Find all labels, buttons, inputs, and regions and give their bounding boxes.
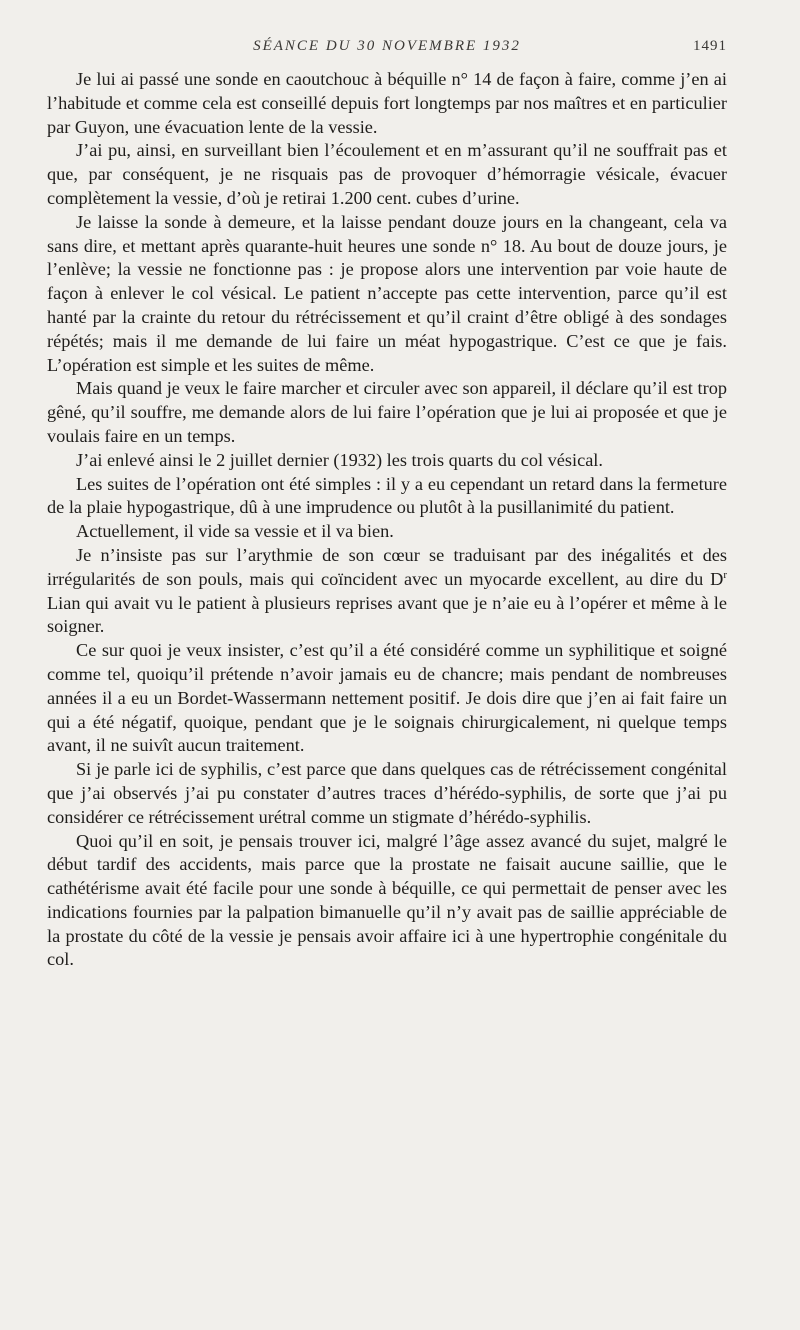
paragraph: Actuellement, il vide sa vessie et il va bien. [76,521,394,542]
doctor-superscript: r [723,568,727,581]
paragraph: Mais quand je veux le faire marcher et circuler avec son appareil, il déclare qu’il est trop gêné, qu’il souffre, me demande alors de lui faire l’opération que je lui ai proposée et que je voulais faire en un temps. [47,378,727,446]
paragraph: J’ai pu, ainsi, en surveillant bien l’écoulement et en m’assurant qu’il ne souffrait pas et que, par conséquent, je ne risquais pas de provoquer d’hémorragie vésicale, évacuer complètement la vessie, d’où je retirai 1.200 cent. cubes d’urine. [47,140,727,208]
paragraph: Si je parle ici de syphilis, c’est parce que dans quelques cas de rétrécissement congénital que j’ai observés j’ai pu constater d’autres traces d’hérédo-syphilis, de sorte que j’ai pu considérer ce rétrécissement urétral comme un stigmate d’hérédo-syphilis. [47,759,727,827]
document-page [47,38,727,972]
body-text [47,68,727,972]
paragraph: Les suites de l’opération ont été simples : il y a eu cependant un retard dans la fermeture de la plaie hypogastrique, dû à une imprudence ou plutôt à la pusillanimité du patient. [47,473,727,518]
running-title: SÉANCE DU 30 NOVEMBRE 1932 [253,38,521,54]
running-header [47,38,727,68]
paragraph-lian-after: Lian qui avait vu le patient à plusieurs reprises avant que je n’aie eu à l’opérer et même à le soigner. [47,592,727,637]
paragraph: J’ai enlevé ainsi le 2 juillet dernier (1932) les trois quarts du col vésical. [76,449,603,470]
paragraph-lian [47,544,727,639]
paragraph: Ce sur quoi je veux insister, c’est qu’il a été considéré comme un syphilitique et soigné comme tel, quoiqu’il prétende n’avoir jamais eu de chancre; mais pendant de nombreuses années il a eu un Bordet-Wassermann nettement positif. Je dois dire que j’en ai fait faire un qui a été négatif, quoique, pendant que je le soignais chirurgicalement, ni quelque temps avant, il ne suivît aucun traitement. [47,640,727,756]
paragraph-lian-before: Je n’insiste pas sur l’arythmie de son cœur se traduisant par des inégalités et des irrégularités de son pouls, mais qui coïncident avec un myocarde excellent, au dire du D [47,544,727,589]
paragraph: Je laisse la sonde à demeure, et la laisse pendant douze jours en la changeant, cela va sans dire, et mettant après quarante-huit heures une sonde n° 18. Au bout de douze jours, je l’enlève; la vessie ne fonctionne pas : je propose alors une intervention par voie haute de façon à enlever le col vésical. Le patient n’accepte pas cette intervention, parce qu’il est hanté par la crainte du retour du rétrécissement et qu’il craint d’être obligé à des sondages répétés; mais il me demande de lui faire un méat hypogastrique. C’est ce que je fais. L’opération est simple et les suites de même. [47,211,727,375]
paragraph: Quoi qu’il en soit, je pensais trouver ici, malgré l’âge assez avancé du sujet, malgré le début tardif des accidents, mais parce que la prostate ne faisait aucune saillie, que le cathétérisme avait été facile pour une sonde à béquille, ce qui permettait de penser avec les indications fournies par la palpation bimanuelle qu’il n’y avait pas de saillie appréciable de la prostate du côté de la vessie je pensais avoir affaire ici à une hypertrophie congénitale du col. [47,830,727,970]
paragraph: Je lui ai passé une sonde en caoutchouc à béquille n° 14 de façon à faire, comme j’en ai l’habitude et comme cela est conseillé depuis fort longtemps par nos maîtres et en particulier par Guyon, une évacuation lente de la vessie. [47,69,727,137]
page-number: 1491 [693,38,727,54]
